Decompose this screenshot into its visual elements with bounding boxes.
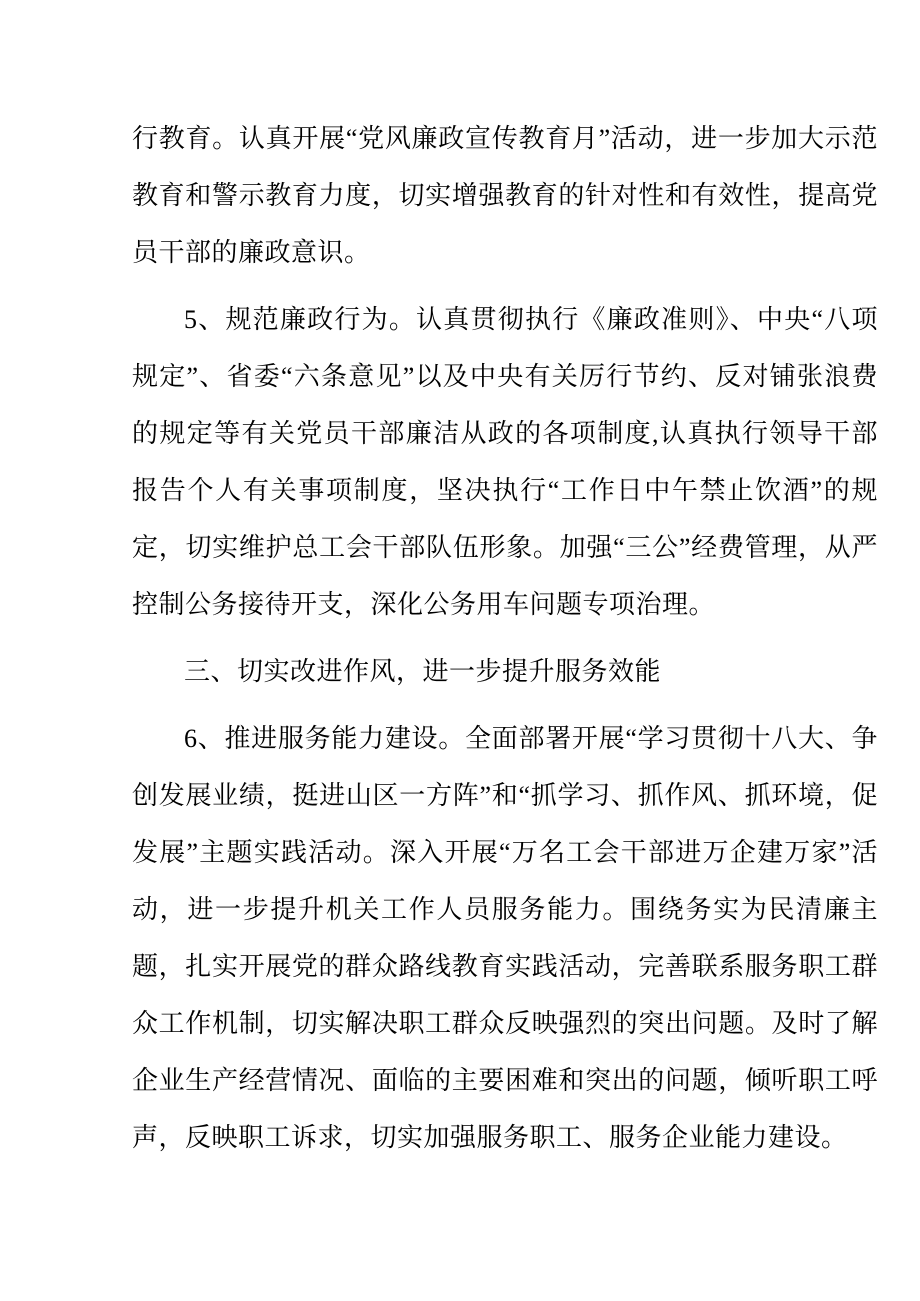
paragraph-item-5: 5、规范廉政行为。认真贯彻执行《廉政准则》、中央“八项规定”、省委“六条意见”以及中央有关厉行节约、反对铺张浪费的规定等有关党员干部廉洁从政的各项制度,认真执行领导干部报告个人有关事项制度，坚决执行“工作日中午禁止饮酒”的规定，切实维护总工会干部队伍形象。加强“三公”经费管理，从严控制公务接待开支，深化公务用车问题专项治理。 — [132, 305, 878, 619]
paragraph-continuation: 行教育。认真开展“党风廉政宣传教育月”活动，进一步加大示范教育和警示教育力度，切实增强教育的针对性和有效性，提高党员干部的廉政意识。 — [132, 124, 878, 267]
section-heading: 三、切实改进作风，进一步提升服务效能 — [184, 657, 662, 686]
paragraph-item-6: 6、推进服务能力建设。全面部署开展“学习贯彻十八大、争创发展业绩，挺进山区一方阵”和“抓学习、抓作风、抓环境，促发展”主题实践活动。深入开展“万名工会干部进万企建万家”活动，进一步提升机关工作人员服务能力。围绕务实为民清廉主题，扎实开展党的群众路线教育实践活动，完善联系服务职工群众工作机制，切实解决职工群众反映强烈的突出问题。及时了解企业生产经营情况、面临的主要困难和突出的问题，倾听职工呼声，反映职工诉求，切实加强服务职工、服务企业能力建设。 — [132, 724, 878, 1152]
